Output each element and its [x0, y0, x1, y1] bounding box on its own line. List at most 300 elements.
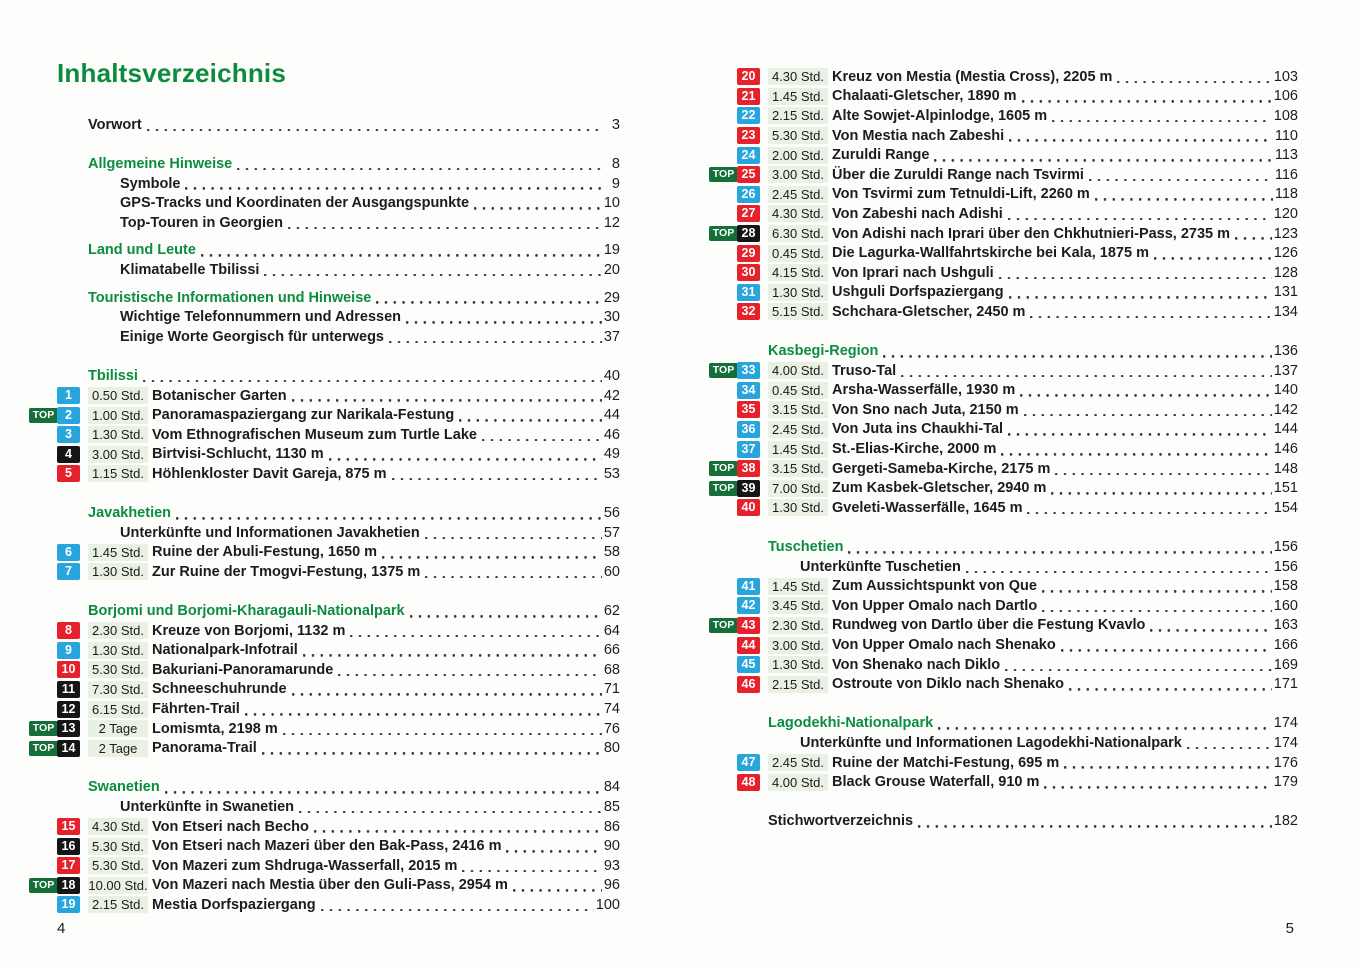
tour-title: Von Iprari nach Ushguli: [832, 264, 994, 281]
page-ref: 60: [603, 563, 620, 580]
page-ref: 134: [1273, 303, 1298, 320]
leader-dots: [482, 428, 602, 441]
page-ref: 151: [1273, 480, 1298, 497]
tour-title: Chalaati-Gletscher, 1890 m: [832, 88, 1017, 105]
leader-dots: [883, 345, 1271, 358]
leader-dots: [938, 717, 1272, 730]
section-heading-row: [88, 288, 620, 308]
tour-title: Bakuriani-Panoramarunde: [152, 661, 334, 678]
tour-duration: 5.30 Std.: [768, 127, 828, 144]
tour-entry: [65, 464, 620, 484]
page-ref: 163: [1273, 617, 1298, 634]
tour-number-badge: 27: [737, 205, 760, 222]
tour-duration: 2.30 Std.: [88, 622, 148, 639]
page-ref: 182: [1273, 813, 1298, 830]
section-heading: Kasbegi-Region: [768, 343, 879, 360]
tour-number-badge: 3: [57, 426, 80, 443]
leader-dots: [1061, 639, 1272, 652]
page-ref: 118: [1274, 186, 1298, 203]
tour-title: Von Upper Omalo nach Dartlo: [832, 597, 1038, 614]
page-ref: 116: [1274, 166, 1298, 183]
top-badge: TOP: [29, 741, 58, 756]
tour-number-badge: 21: [737, 88, 760, 105]
tour-number-badge: 2: [57, 407, 80, 424]
tour-entry: [741, 87, 1298, 107]
section-heading: Tbilissi: [88, 367, 138, 384]
page-ref: 56: [603, 505, 620, 522]
tour-entry: [741, 576, 1298, 596]
tour-title: Höhlenkloster Davit Gareja, 875 m: [152, 465, 387, 482]
leader-dots: [185, 177, 604, 190]
tour-entry: [741, 126, 1298, 146]
tour-number-badge: 33: [737, 362, 760, 379]
tour-number-badge: 6: [57, 544, 80, 561]
leader-dots: [1052, 109, 1272, 122]
page-ref: 49: [603, 446, 620, 463]
tour-entry: [32, 719, 620, 739]
section-heading-row: [88, 241, 620, 261]
tour-entry: [65, 562, 620, 582]
tour-title: Panoramaspaziergang zur Narikala-Festung: [152, 407, 455, 424]
tour-duration: 0.50 Std.: [88, 387, 148, 404]
tour-number-badge: 35: [737, 401, 760, 418]
tour-number-badge: 39: [737, 480, 760, 497]
tour-title: Von Etseri nach Becho: [152, 818, 309, 835]
page-ref: 44: [603, 407, 620, 424]
page-ref: 12: [603, 214, 620, 231]
toc-page-right: [710, 0, 1298, 969]
tour-title: Schneeschuhrunde: [152, 681, 287, 698]
tour-title: Black Grouse Waterfall, 910 m: [832, 774, 1040, 791]
tour-title: Zum Kasbek-Gletscher, 2940 m: [832, 480, 1047, 497]
tour-duration: 7.00 Std.: [768, 480, 828, 497]
tour-number-badge: 46: [737, 676, 760, 693]
page-ref: 57: [603, 524, 620, 541]
tour-number-badge: 18: [57, 877, 80, 894]
tour-title: Arsha-Wasserfälle, 1930 m: [832, 382, 1016, 399]
page-ref: 90: [603, 838, 620, 855]
tour-duration: 3.00 Std.: [88, 446, 148, 463]
tour-number-badge: 20: [737, 68, 760, 85]
toc-entry-row: [88, 327, 620, 347]
tour-entry: [741, 753, 1298, 773]
page-ref: 146: [1273, 441, 1298, 458]
tour-number-badge: 13: [57, 720, 80, 737]
tour-duration: 3.15 Std.: [768, 401, 828, 418]
tour-entry: [741, 283, 1298, 303]
page-ref: 74: [603, 701, 620, 718]
tour-title: Von Mazeri nach Mestia über den Guli-Pass, 2954 m: [152, 877, 508, 894]
tour-number-badge: 23: [737, 127, 760, 144]
tour-number-badge: 38: [737, 460, 760, 477]
leader-dots: [1235, 227, 1272, 240]
entry-label: Symbole: [120, 175, 181, 192]
page-ref: 3: [611, 116, 620, 133]
tour-title: Von Juta ins Chaukhi-Tal: [832, 421, 1004, 438]
tour-entry: [65, 640, 620, 660]
page-ref: 160: [1273, 597, 1298, 614]
leader-dots: [283, 722, 602, 735]
tour-entry: [32, 405, 620, 425]
tour-title: Panorama-Trail: [152, 740, 257, 757]
tour-duration: 0.45 Std.: [768, 382, 828, 399]
leader-dots: [143, 369, 602, 382]
page-ref: 53: [603, 465, 620, 482]
tour-entry: [65, 621, 620, 641]
page-ref: 128: [1273, 264, 1298, 281]
leader-dots: [165, 781, 602, 794]
leader-dots: [425, 565, 602, 578]
page-ref: 106: [1273, 88, 1298, 105]
tour-title: Von Etseri nach Mazeri über den Bak-Pass, 2416 m: [152, 838, 502, 855]
tour-title: Von Mestia nach Zabeshi: [832, 127, 1005, 144]
tour-duration: 1.45 Std.: [768, 578, 828, 595]
page-ref: 93: [603, 857, 620, 874]
page-ref: 8: [611, 155, 620, 172]
tour-entry: [741, 674, 1298, 694]
tour-entry: [61, 895, 620, 915]
tour-duration: 3.00 Std.: [768, 637, 828, 654]
tour-duration: 2.30 Std.: [768, 617, 828, 634]
tour-duration: 10.00 Std.: [88, 877, 148, 893]
toc-entry-row: [88, 307, 620, 327]
tour-entry: [741, 400, 1298, 420]
top-badge: TOP: [709, 167, 738, 182]
tour-title: Von Sno nach Juta, 2150 m: [832, 401, 1019, 418]
tour-number-badge: 31: [737, 284, 760, 301]
leader-dots: [292, 389, 602, 402]
toc-entry-row: [88, 797, 620, 817]
tour-duration: 3.45 Std.: [768, 597, 828, 614]
page-ref: 42: [603, 387, 620, 404]
leader-dots: [299, 800, 602, 813]
leader-dots: [1150, 619, 1271, 632]
tour-title: Truso-Tal: [832, 362, 897, 379]
page-ref: 140: [1273, 382, 1298, 399]
entry-label: Unterkünfte Tuschetien: [800, 558, 961, 575]
page-ref: 169: [1273, 656, 1298, 673]
tour-duration: 6.30 Std.: [768, 225, 828, 242]
tour-title: Von Upper Omalo nach Shenako: [832, 637, 1056, 654]
leader-dots: [901, 364, 1272, 377]
page-ref: 154: [1273, 499, 1298, 516]
leader-dots: [1008, 207, 1272, 220]
top-badge: TOP: [709, 618, 738, 633]
tour-title: Vom Ethnografischen Museum zum Turtle Lake: [152, 426, 477, 443]
leader-dots: [1187, 736, 1272, 749]
tour-duration: 1.15 Std.: [88, 465, 148, 482]
page-ref: 174: [1273, 734, 1298, 751]
tour-title: Über die Zuruldi Range nach Tsvirmi: [832, 166, 1084, 183]
tour-entry: [61, 699, 620, 719]
entry-label: Top-Touren in Georgien: [120, 214, 283, 231]
tour-duration: 3.15 Std.: [768, 460, 828, 477]
leader-dots: [264, 263, 601, 276]
tour-entry: [712, 459, 1298, 479]
section-heading: Tuschetien: [768, 539, 844, 556]
tour-title: St.-Elias-Kirche, 2000 m: [832, 441, 997, 458]
page-ref: 58: [603, 544, 620, 561]
page-ref: 40: [603, 367, 620, 384]
tour-number-badge: 10: [57, 661, 80, 678]
page-ref: 142: [1273, 401, 1298, 418]
section-heading-row: [768, 714, 1298, 734]
tour-duration: 2.15 Std.: [768, 676, 828, 693]
tour-number-badge: 15: [57, 818, 80, 835]
tour-duration: 2.00 Std.: [768, 147, 828, 164]
leader-dots: [1117, 70, 1271, 83]
tour-number-badge: 48: [737, 774, 760, 791]
toc-entry-row: [88, 115, 620, 135]
tour-duration: 1.45 Std.: [768, 88, 828, 105]
entry-label: Wichtige Telefonnummern und Adressen: [120, 309, 402, 326]
tour-number-badge: 32: [737, 303, 760, 320]
tour-title: Gveleti-Wasserfälle, 1645 m: [832, 499, 1023, 516]
leader-dots: [848, 541, 1271, 554]
page-ref: 30: [603, 309, 620, 326]
leader-dots: [237, 157, 604, 170]
tour-entry: [741, 596, 1298, 616]
entry-label: Vorwort: [88, 116, 142, 133]
page-ref: 29: [603, 289, 620, 306]
page-ref: 46: [603, 426, 620, 443]
tour-number-badge: 44: [737, 637, 760, 654]
toc-entry-row: [88, 193, 620, 213]
tour-duration: 5.30 Std.: [88, 857, 148, 874]
top-badge: TOP: [709, 363, 738, 378]
leader-dots: [262, 742, 602, 755]
tour-duration: 2.45 Std.: [768, 186, 828, 203]
entry-label: Klimatabelle Tbilissi: [120, 261, 260, 278]
tour-entry: [712, 478, 1298, 498]
folio-right: 5: [1285, 920, 1294, 937]
leader-dots: [1024, 403, 1272, 416]
tour-number-badge: 22: [737, 107, 760, 124]
tour-entry: [712, 224, 1298, 244]
leader-dots: [474, 197, 602, 210]
tour-entry: [712, 616, 1298, 636]
leader-dots: [1069, 678, 1272, 691]
leader-dots: [1020, 384, 1272, 397]
tour-duration: 1.30 Std.: [768, 656, 828, 673]
tour-duration: 6.15 Std.: [88, 701, 148, 718]
tour-title: Alte Sowjet-Alpinlodge, 1605 m: [832, 107, 1048, 124]
section-heading-row: [768, 537, 1298, 557]
tour-title: Ushguli Dorfspaziergang: [832, 284, 1004, 301]
tour-number-badge: 29: [737, 245, 760, 262]
page-ref: 131: [1273, 284, 1298, 301]
tour-duration: 4.00 Std.: [768, 362, 828, 379]
page-ref: 136: [1273, 343, 1298, 360]
tour-number-badge: 5: [57, 465, 80, 482]
leader-dots: [1042, 599, 1272, 612]
entry-label: Unterkünfte in Swanetien: [120, 798, 295, 815]
tour-title: Fährten-Trail: [152, 701, 240, 718]
tour-entry: [741, 106, 1298, 126]
leader-dots: [147, 118, 604, 131]
tour-title: Rundweg von Dartlo über die Festung Kvavlo: [832, 617, 1146, 634]
top-badge: TOP: [29, 721, 58, 736]
tour-entry: [741, 772, 1298, 792]
tour-duration: 2 Tage: [88, 720, 148, 737]
leader-dots: [999, 266, 1272, 279]
tour-number-badge: 11: [57, 681, 80, 698]
tour-title: Mestia Dorfspaziergang: [152, 896, 316, 913]
page-ref: 174: [1273, 715, 1298, 732]
leader-dots: [176, 507, 602, 520]
leader-dots: [314, 820, 602, 833]
leader-dots: [1009, 286, 1272, 299]
tour-number-badge: 47: [737, 754, 760, 771]
leader-dots: [389, 330, 602, 343]
tour-entry: [741, 439, 1298, 459]
entry-label: Stichwortverzeichnis: [768, 813, 914, 830]
tour-title: Ostroute von Diklo nach Shenako: [832, 676, 1065, 693]
section-heading-row: [88, 366, 620, 386]
leader-dots: [245, 703, 602, 716]
tour-number-badge: 14: [57, 740, 80, 757]
tour-number-badge: 16: [57, 838, 80, 855]
tour-number-badge: 28: [737, 225, 760, 242]
tour-number-badge: 37: [737, 441, 760, 458]
leader-dots: [292, 683, 602, 696]
page-ref: 108: [1273, 107, 1298, 124]
top-badge: TOP: [709, 226, 738, 241]
section-heading: Land und Leute: [88, 242, 196, 259]
section-heading: Borjomi und Borjomi-Kharagauli-Nationalpark: [88, 603, 405, 620]
tour-title: Zur Ruine der Tmogvi-Festung, 1375 m: [152, 563, 421, 580]
tour-duration: 1.45 Std.: [88, 544, 148, 561]
folio-left: 4: [57, 920, 66, 937]
tour-entry: [65, 542, 620, 562]
section-heading-row: [88, 154, 620, 174]
leader-dots: [1009, 129, 1273, 142]
page-ref: 10: [603, 195, 620, 212]
tour-title: Zum Aussichtspunkt von Que: [832, 578, 1037, 595]
tour-entry: [61, 856, 620, 876]
tour-entry: [741, 381, 1298, 401]
page-ref: 176: [1273, 754, 1298, 771]
leader-dots: [425, 526, 602, 539]
page-ref: 103: [1273, 68, 1298, 85]
tour-title: Ruine der Abuli-Festung, 1650 m: [152, 544, 378, 561]
tour-entry: [712, 165, 1298, 185]
tour-entry: [741, 185, 1298, 205]
tour-title: Von Adishi nach Iprari über den Chkhutnieri-Pass, 2735 m: [832, 225, 1231, 242]
page-ref: 171: [1273, 676, 1298, 693]
tour-title: Kreuze von Borjomi, 1132 m: [152, 622, 346, 639]
leader-dots: [1027, 501, 1271, 514]
leader-dots: [1089, 168, 1273, 181]
leader-dots: [462, 859, 601, 872]
tour-duration: 5.15 Std.: [768, 303, 828, 320]
tour-duration: 2.45 Std.: [768, 421, 828, 438]
tour-number-badge: 9: [57, 642, 80, 659]
top-badge: TOP: [29, 878, 58, 893]
leader-dots: [1055, 462, 1271, 475]
page-ref: 179: [1273, 774, 1298, 791]
section-heading: Javakhetien: [88, 505, 172, 522]
toc-entry-row: [768, 557, 1298, 577]
tour-duration: 0.45 Std.: [768, 245, 828, 262]
page-ref: 84: [603, 779, 620, 796]
tour-number-badge: 7: [57, 563, 80, 580]
tour-entry: [741, 420, 1298, 440]
tour-number-badge: 4: [57, 446, 80, 463]
tour-number-badge: 25: [737, 166, 760, 183]
page-ref: 68: [603, 661, 620, 678]
tour-duration: 2.15 Std.: [88, 896, 148, 913]
tour-duration: 4.15 Std.: [768, 264, 828, 281]
toc-entry-row: [88, 174, 620, 194]
tour-entry: [61, 817, 620, 837]
page-ref: 80: [603, 740, 620, 757]
tour-title: Botanischer Garten: [152, 387, 287, 404]
page-ref: 148: [1273, 460, 1298, 477]
tour-duration: 4.00 Std.: [768, 774, 828, 791]
tour-number-badge: 42: [737, 597, 760, 614]
leader-dots: [459, 409, 602, 422]
leader-dots: [321, 898, 594, 911]
leader-dots: [1042, 580, 1272, 593]
tour-title: Ruine der Matchi-Festung, 695 m: [832, 754, 1060, 771]
toc-entry-row: [768, 812, 1298, 832]
page-ref: 20: [603, 261, 620, 278]
leader-dots: [201, 244, 602, 257]
leader-dots: [1154, 247, 1272, 260]
tour-number-badge: 41: [737, 578, 760, 595]
tour-number-badge: 1: [57, 387, 80, 404]
leader-dots: [1044, 776, 1271, 789]
tour-entry: [32, 738, 620, 758]
tour-entry: [32, 876, 620, 896]
tour-entry: [65, 386, 620, 406]
tour-entry: [741, 263, 1298, 283]
leader-dots: [350, 624, 601, 637]
toc-entry-row: [88, 523, 620, 543]
page-ref: 19: [603, 242, 620, 259]
tour-title: Von Tsvirmi zum Tetnuldi-Lift, 2260 m: [832, 186, 1090, 203]
tour-duration: 3.00 Std.: [768, 166, 828, 183]
leader-dots: [934, 149, 1272, 162]
tour-title: Von Zabeshi nach Adishi: [832, 205, 1003, 222]
tour-number-badge: 17: [57, 857, 80, 874]
tour-duration: 4.30 Std.: [768, 68, 828, 85]
section-heading-row: [768, 341, 1298, 361]
page-title: Inhaltsverzeichnis: [57, 58, 287, 88]
top-badge: TOP: [29, 408, 58, 423]
leader-dots: [288, 216, 602, 229]
page-ref: 156: [1273, 558, 1298, 575]
tour-entry: [741, 655, 1298, 675]
leader-dots: [1005, 658, 1272, 671]
tour-duration: 2 Tage: [88, 740, 148, 757]
leader-dots: [1095, 188, 1273, 201]
tour-title: Von Mazeri zum Shdruga-Wasserfall, 2015 m: [152, 857, 458, 874]
section-heading-row: [88, 503, 620, 523]
tour-number-badge: 24: [737, 147, 760, 164]
tour-entry: [61, 836, 620, 856]
page-ref: 137: [1273, 362, 1298, 379]
tour-title: Gergeti-Sameba-Kirche, 2175 m: [832, 460, 1051, 477]
tour-entry: [741, 145, 1298, 165]
tour-duration: 1.30 Std.: [768, 284, 828, 301]
tour-number-badge: 19: [57, 896, 80, 913]
tour-title: Nationalpark-Infotrail: [152, 642, 298, 659]
leader-dots: [376, 291, 602, 304]
tour-entry: [712, 361, 1298, 381]
tour-number-badge: 45: [737, 656, 760, 673]
